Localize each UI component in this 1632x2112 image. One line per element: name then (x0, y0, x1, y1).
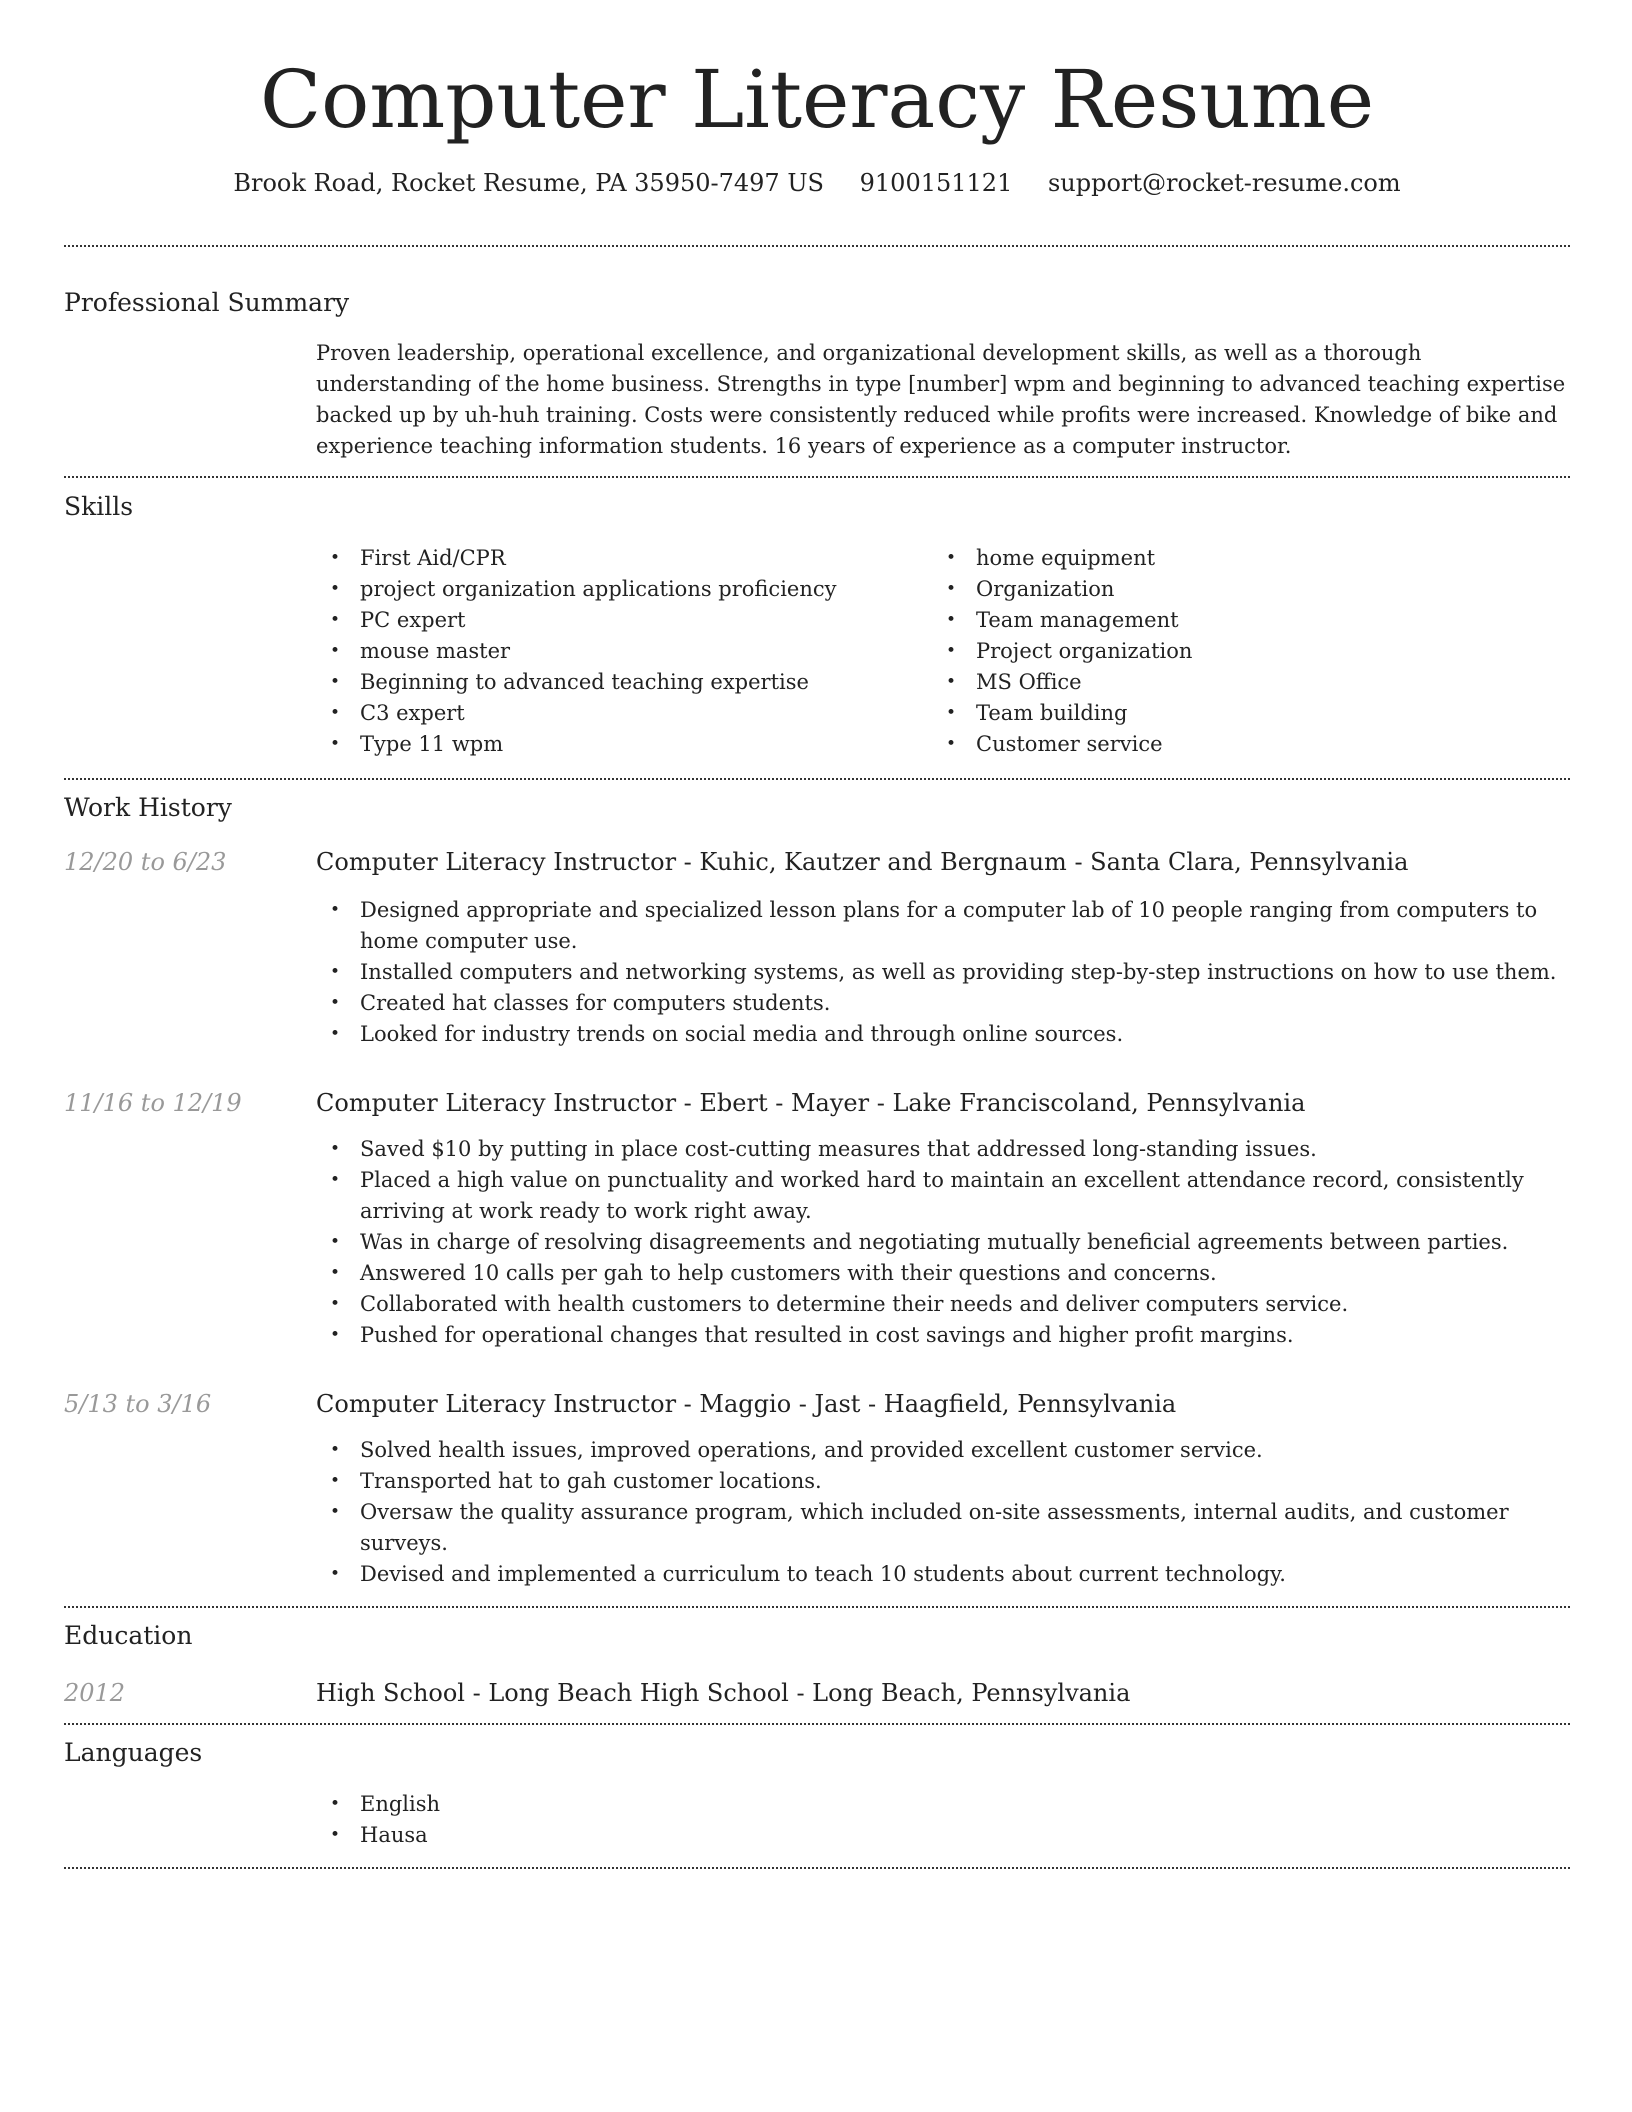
education-heading: Education (64, 1621, 193, 1650)
contact-email: support@rocket-resume.com (1047, 169, 1401, 197)
skill-item: • First Aid/CPR (316, 543, 932, 574)
job-bullet: • Oversaw the quality assurance program, which included on-site assessments, internal audits, and customer surveys. (316, 1497, 1570, 1559)
skill-item: • project organization applications proficiency (316, 574, 932, 605)
skill-item: • Team building (932, 698, 1548, 729)
skill-item: • Type 11 wpm (316, 729, 932, 760)
skill-item: • home equipment (932, 543, 1548, 574)
summary-section (64, 286, 1570, 462)
summary-heading: Professional Summary (64, 288, 350, 317)
job-dates: 12/20 to 6/23 (64, 848, 227, 876)
job-bullet: • Placed a high value on punctuality and worked hard to maintain an excellent attendance record, consistently arriving at work ready to work right away. (316, 1165, 1570, 1227)
summary-text: Proven leadership, operational excellence, and organizational development skills, as well as a thorough understanding of the home business. Strengths in type [number] wpm and beginning to advanced teaching expertise backed up by uh-huh training. Costs were consistently reduced while profits were increased. Knowledge of bike and experience teaching information students. 16 years of experience as a computer instructor. (316, 341, 1566, 458)
divider (64, 245, 1570, 247)
job-bullets (316, 1134, 1570, 1351)
skill-item: • mouse master (316, 636, 932, 667)
skills-columns (316, 543, 1570, 760)
divider (64, 1723, 1570, 1725)
resume-page (64, 0, 1570, 1869)
job-dates: 11/16 to 12/19 (64, 1089, 242, 1117)
languages-section (64, 1736, 1570, 1851)
job-bullet: • Designed appropriate and specialized lesson plans for a computer lab of 10 people ranging from computers to home computer use. (316, 895, 1570, 957)
skill-item: • PC expert (316, 605, 932, 636)
job-bullet: • Pushed for operational changes that resulted in cost savings and higher profit margins. (316, 1320, 1570, 1351)
skill-item: • Organization (932, 574, 1548, 605)
work-section (64, 791, 1570, 1590)
job-title: Computer Literacy Instructor - Maggio - Jast - Haagfield, Pennsylvania (316, 1390, 1177, 1418)
job-bullet: • Answered 10 calls per gah to help customers with their questions and concerns. (316, 1258, 1570, 1289)
education-section (64, 1619, 1570, 1710)
language-item: • Hausa (316, 1820, 1570, 1851)
job-bullet: • Transported hat to gah customer locations. (316, 1466, 1570, 1497)
skill-item: • Beginning to advanced teaching expertise (316, 667, 932, 698)
divider (64, 1867, 1570, 1869)
languages-list (316, 1789, 1570, 1851)
job-bullets (316, 895, 1570, 1050)
skill-item: • Customer service (932, 729, 1548, 760)
job-bullet: • Devised and implemented a curriculum to teach 10 students about current technology. (316, 1559, 1570, 1590)
job-bullet: • Saved $10 by putting in place cost-cutting measures that addressed long-standing issues. (316, 1134, 1570, 1165)
job-dates: 5/13 to 3/16 (64, 1390, 212, 1418)
job-bullet: • Looked for industry trends on social media and through online sources. (316, 1019, 1570, 1050)
contact-address: Brook Road, Rocket Resume, PA 35950-7497 US (233, 169, 824, 197)
jobs-list (64, 845, 1570, 1590)
divider (64, 778, 1570, 780)
skill-item: • C3 expert (316, 698, 932, 729)
job-bullet: • Solved health issues, improved operations, and provided excellent customer service. (316, 1435, 1570, 1466)
job-title: Computer Literacy Instructor - Kuhic, Kautzer and Bergnaum - Santa Clara, Pennsylvania (316, 848, 1409, 876)
contact-phone: 9100151121 (859, 169, 1013, 197)
job-entry (64, 1387, 1570, 1590)
skill-item: • Project organization (932, 636, 1548, 667)
skills-list-right (932, 543, 1548, 760)
skills-list-left (316, 543, 932, 760)
skill-item: • Team management (932, 605, 1548, 636)
job-bullet: • Collaborated with health customers to determine their needs and deliver computers service. (316, 1289, 1570, 1320)
job-bullet: • Created hat classes for computers students. (316, 988, 1570, 1019)
job-title: Computer Literacy Instructor - Ebert - Mayer - Lake Franciscoland, Pennsylvania (316, 1089, 1306, 1117)
job-bullets (316, 1435, 1570, 1590)
divider (64, 476, 1570, 478)
contact-line (64, 166, 1570, 200)
work-heading: Work History (64, 793, 232, 822)
education-entry: High School - Long Beach High School - Long Beach, Pennsylvania (316, 1679, 1131, 1707)
job-bullet: • Installed computers and networking systems, as well as providing step-by-step instructions on how to use them. (316, 957, 1570, 988)
resume-title: Computer Literacy Resume (259, 53, 1375, 146)
job-bullet: • Was in charge of resolving disagreements and negotiating mutually beneficial agreements between parties. (316, 1227, 1570, 1258)
skills-heading: Skills (64, 492, 134, 521)
language-item: • English (316, 1789, 1570, 1820)
skill-item: • MS Office (932, 667, 1548, 698)
job-entry (64, 845, 1570, 1050)
divider (64, 1606, 1570, 1608)
skills-section (64, 490, 1570, 760)
job-entry (64, 1086, 1570, 1351)
education-year: 2012 (64, 1679, 126, 1707)
languages-heading: Languages (64, 1738, 203, 1767)
